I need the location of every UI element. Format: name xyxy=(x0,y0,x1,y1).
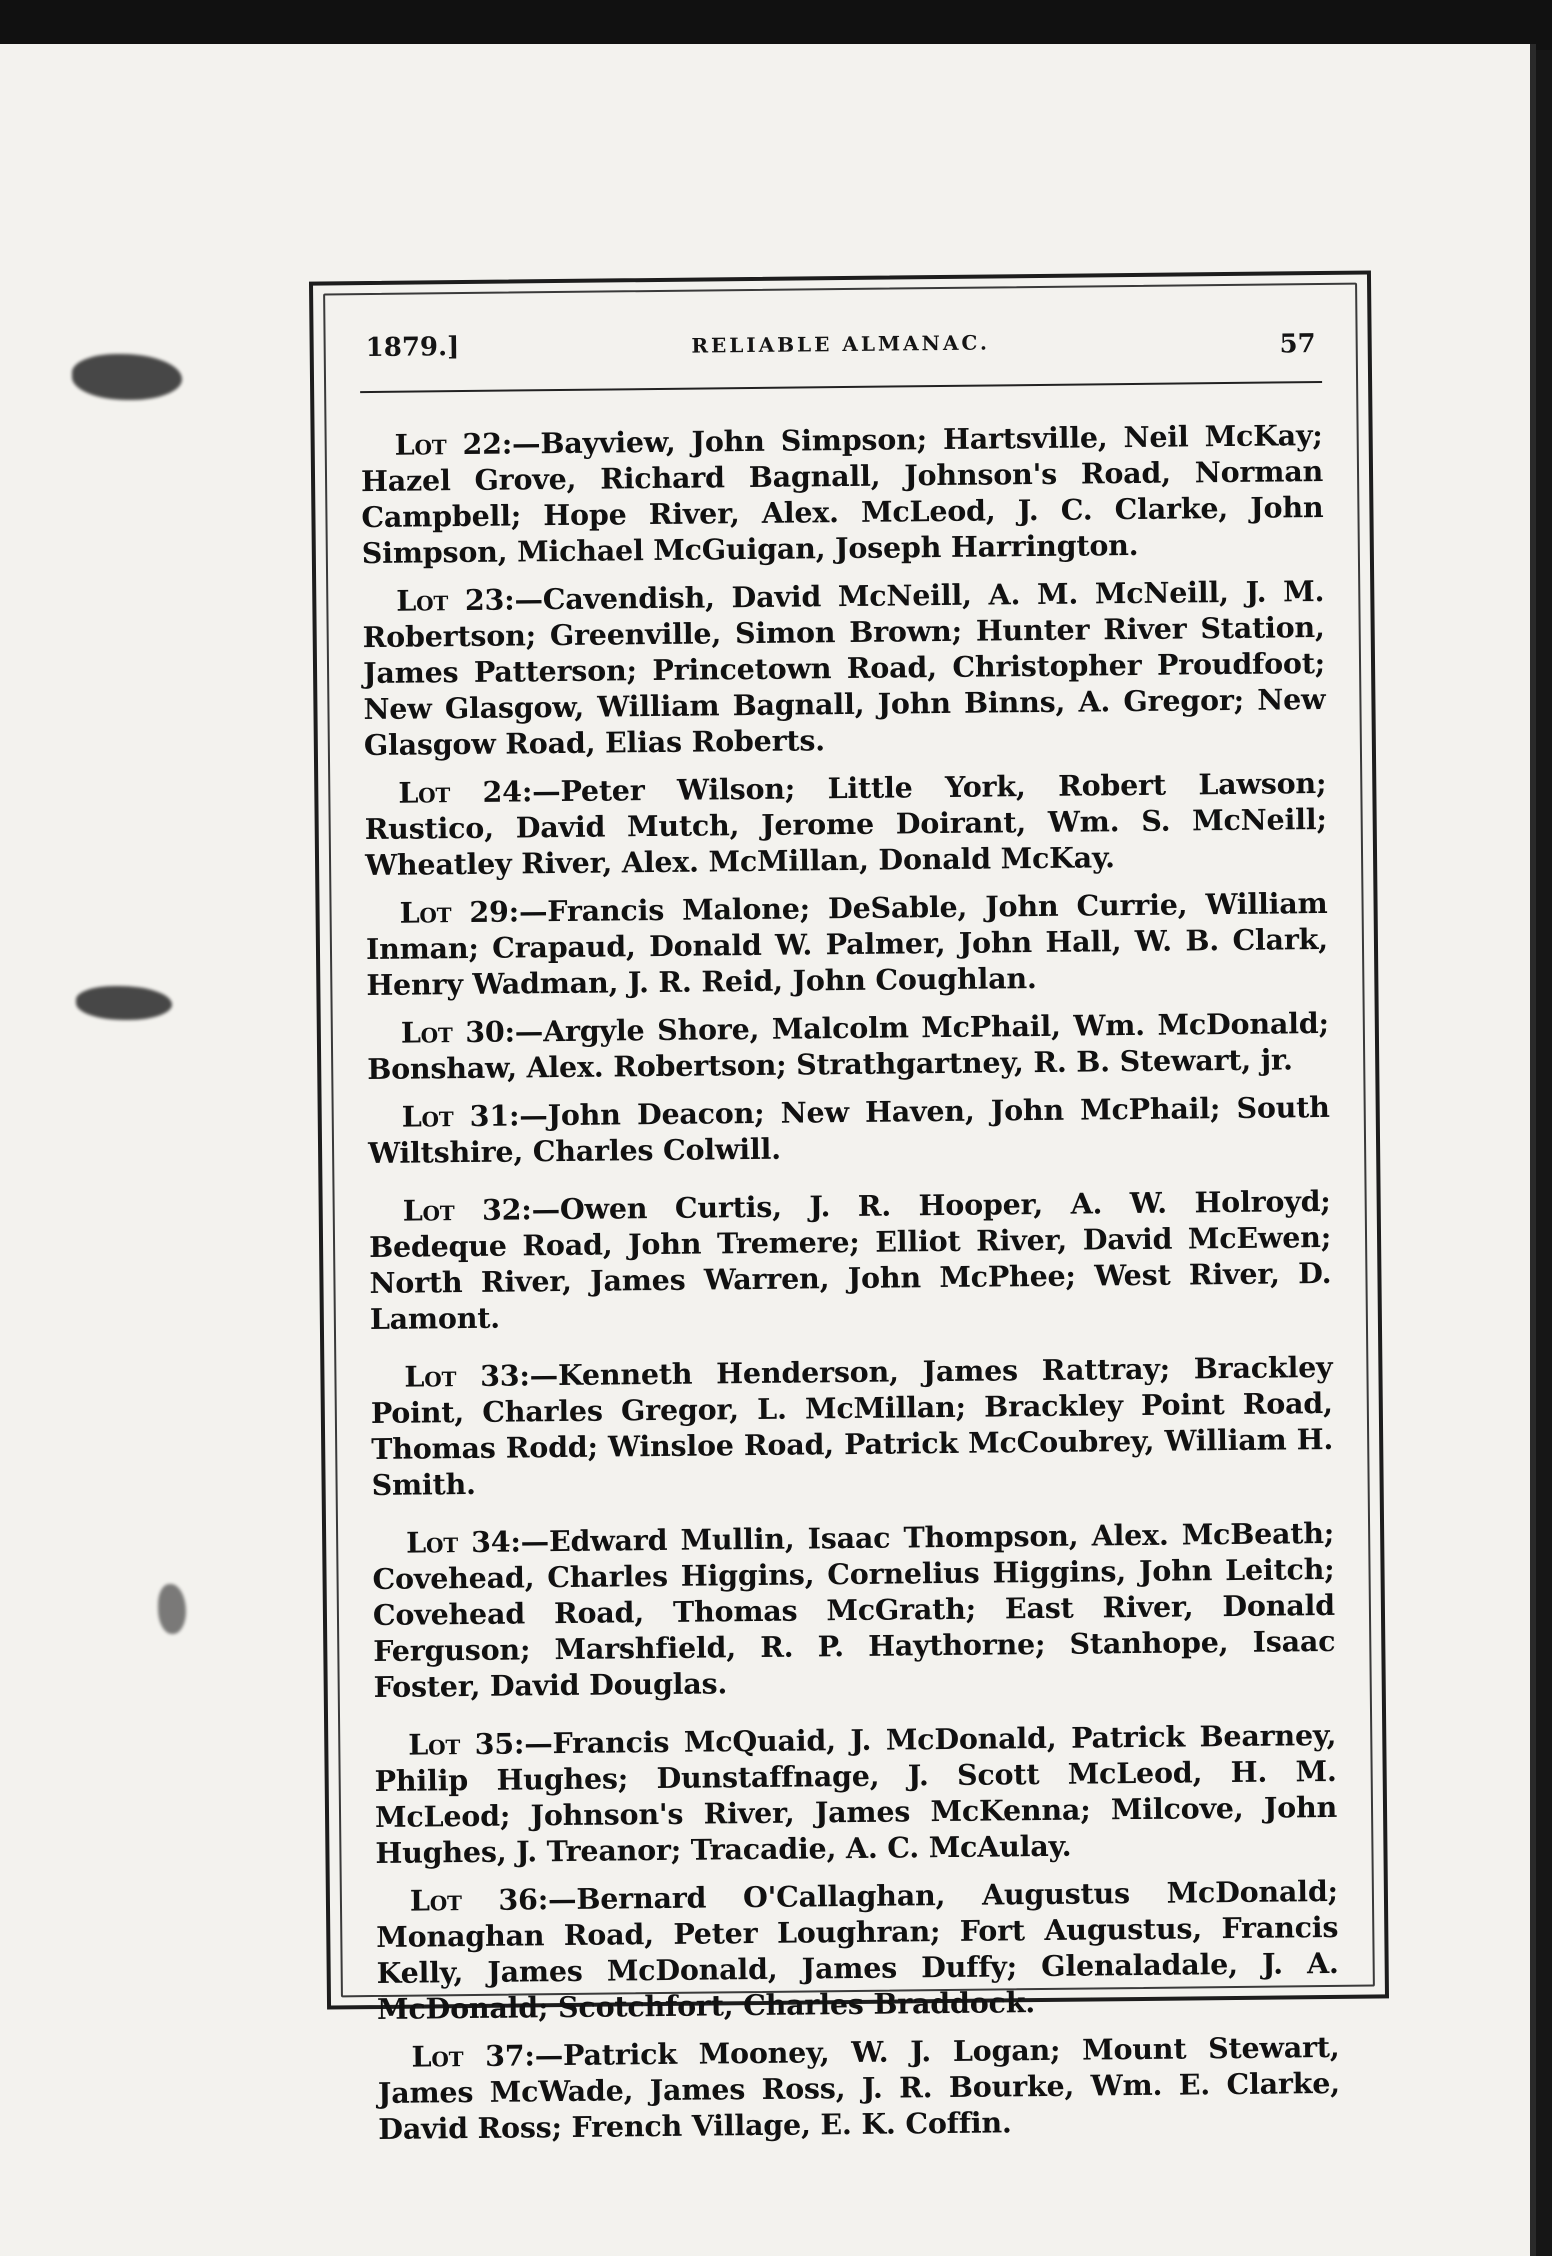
lot-entry xyxy=(376,1873,1339,2027)
margin-blot-3 xyxy=(158,1584,186,1634)
lot-label: Lot 22 xyxy=(394,426,502,462)
lot-label: Lot 35 xyxy=(408,1726,515,1762)
lot-text: :—Bayview, John Simpson; Hartsville, Neil McKay; Hazel Grove, Richard Bagnall, Johnson's Road, Norman Campbell; Hope River, Alex. McLeod, J. C. Clarke, John Simpson, Michael McGuigan, Joseph Harrington. xyxy=(360,418,1324,571)
lot-entry xyxy=(368,1089,1331,1171)
almanac-page-frame xyxy=(309,270,1389,2146)
lot-text: :—Kenneth Henderson, James Rattray; Brackley Point, Charles Gregor, L. McMillan; Brackley Point Road, Thomas Rodd; Winsloe Road, Patrick McCoubrey, William H. Smith. xyxy=(370,1349,1334,1503)
lot-listing xyxy=(361,417,1341,2159)
lot-text: :—Francis Malone; DeSable, John Currie, William Inman; Crapaud, Donald W. Palmer, John Hall, W. B. Clark, Henry Wadman, J. R. Reid, John Coughlan. xyxy=(365,885,1329,1003)
lot-text: :—Francis McQuaid, J. McDonald, Patrick Bearney, Philip Hughes; Dunstaffnage, J. Scott McLeod, H. M. McLeod; Johnson's River, James McKenna; Milcove, John Hughes, J. Treanor; Tracadie, A. C. McAulay. xyxy=(374,1717,1338,1870)
lot-entry xyxy=(365,885,1328,1003)
lot-entry xyxy=(369,1183,1332,1337)
lot-label: Lot 31 xyxy=(401,1098,510,1134)
lot-entry xyxy=(377,2029,1340,2147)
lot-text: :—Cavendish, David McNeill, A. M. McNeill, J. M. Robertson; Greenville, Simon Brown; Hunter River Station, James Patterson; Princetown Road, Christopher Proudfoot; New Glasgow, William Bagnall, John Binns, A. Gregor; New Glasgow Road, Elias Roberts. xyxy=(362,573,1326,763)
scan-border-top xyxy=(0,0,1552,50)
lot-entry xyxy=(361,417,1324,571)
document-page xyxy=(0,44,1536,2256)
lot-label: Lot 37 xyxy=(411,2038,525,2074)
lot-text: :—Owen Curtis, J. R. Hooper, A. W. Holroyd; Bedeque Road, John Tremere; Elliot River, David McEwen; North River, James Warren, John McPhee; West River, D. Lamont. xyxy=(368,1183,1332,1337)
lot-label: Lot 32 xyxy=(402,1192,522,1228)
margin-blot-1 xyxy=(72,354,182,400)
lot-label: Lot 29 xyxy=(399,894,509,930)
header-year: 1879.] xyxy=(365,332,460,364)
lot-entry xyxy=(362,573,1326,763)
lot-entry xyxy=(364,765,1327,883)
lot-text: :—John Deacon; New Haven, John McPhail; South Wiltshire, Charles Colwill. xyxy=(367,1089,1330,1171)
lot-text: :—Peter Wilson; Little York, Robert Lawson; Rustico, David Mutch, Jerome Doirant, Wm. S. McNeill; Wheatley River, Alex. McMillan, Donald McKay. xyxy=(364,765,1327,883)
lot-label: Lot 30 xyxy=(400,1014,505,1050)
page-number: 57 xyxy=(1279,329,1316,360)
lot-label: Lot 36 xyxy=(409,1882,538,1918)
lot-label: Lot 23 xyxy=(396,582,505,618)
lot-text: :—Argyle Shore, Malcolm McPhail, Wm. McDonald; Bonshaw, Alex. Robertson; Strathgartney, R. B. Stewart, jr. xyxy=(367,1005,1329,1087)
lot-entry xyxy=(367,1005,1330,1087)
lot-label: Lot 33 xyxy=(404,1358,520,1394)
lot-label: Lot 34 xyxy=(406,1524,511,1560)
lot-text: :—Bernard O'Callaghan, Augustus McDonald; Monaghan Road, Peter Loughran; Fort Augustus, Francis Kelly, James McDonald, James Duffy; Glenaladale, J. A. McDonald; Scotchfort, Charles Braddock. xyxy=(376,1873,1339,2026)
lot-text: :—Patrick Mooney, W. J. Logan; Mount Stewart, James McWade, James Ross, J. R. Bourke, Wm. E. Clarke, David Ross; French Village, E. K. Coffin. xyxy=(377,2029,1341,2146)
lot-text: :—Edward Mullin, Isaac Thompson, Alex. McBeath; Covehead, Charles Higgins, Cornelius Higgins, John Leitch; Covehead Road, Thomas McGrath; East River, Donald Ferguson; Marshfield, R. P. Haythorne; Stanhope, Isaac Foster, David Douglas. xyxy=(372,1515,1336,1705)
lot-entry xyxy=(372,1515,1336,1705)
margin-blot-2 xyxy=(76,986,172,1020)
lot-label: Lot 24 xyxy=(398,774,523,810)
lot-entry xyxy=(370,1349,1333,1503)
lot-entry xyxy=(374,1717,1337,1871)
header-title: RELIABLE ALMANAC. xyxy=(691,330,991,358)
